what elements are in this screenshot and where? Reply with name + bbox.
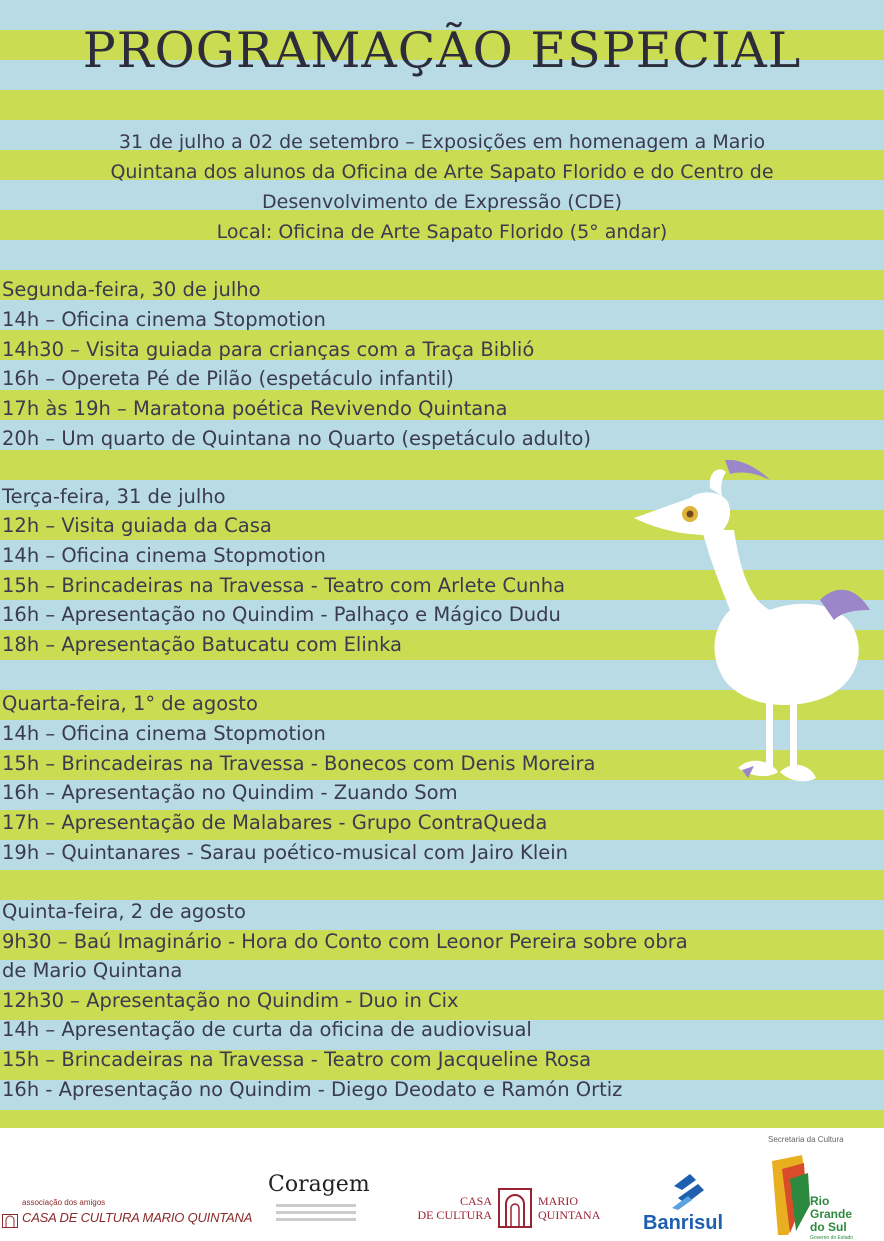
schedule-item: 16h – Apresentação no Quindim - Palhaço e Mágico Dudu [2, 603, 561, 626]
schedule-item: 19h – Quintanares - Sarau poético-musical com Jairo Klein [2, 841, 569, 864]
schedule-item: 15h – Brincadeiras na Travessa - Teatro com Jacqueline Rosa [2, 1048, 592, 1071]
schedule-item: 12h30 – Apresentação no Quindim - Duo in Cix [2, 989, 459, 1012]
casa-de-cultura-logo [410, 1188, 610, 1238]
amigos-logo [0, 1192, 253, 1232]
rs-subtitle: Governo do Estado [810, 1235, 854, 1241]
schedule-item: 12h – Visita guiada da Casa [2, 514, 272, 537]
intro-line: Local: Oficina de Arte Sapato Florido (5° andar) [216, 221, 668, 243]
schedule-item: 16h – Opereta Pé de Pilão (espetáculo infantil) [2, 367, 454, 390]
secretaria-label: Secretaria da Cultura [768, 1135, 844, 1144]
schedule-item: 17h – Apresentação de Malabares - Grupo ContraQueda [2, 811, 548, 834]
schedule-item: 14h – Oficina cinema Stopmotion [2, 722, 326, 745]
schedule-item: 20h – Um quarto de Quintana no Quarto (espetáculo adulto) [2, 427, 592, 450]
schedule-item: 18h – Apresentação Batucatu com Elinka [2, 633, 402, 656]
coragem-fine-print [276, 1204, 356, 1225]
day-heading: Quarta-feira, 1° de agosto [2, 692, 258, 715]
bird-illustration [630, 460, 880, 800]
schedule-item: 17h às 19h – Maratona poética Revivendo Quintana [2, 397, 508, 420]
schedule-item: 16h - Apresentação no Quindim - Diego Deodato e Ramón Ortiz [2, 1078, 623, 1101]
schedule-item: de Mario Quintana [2, 959, 183, 982]
intro-line: 31 de julho a 02 de setembro – Exposições em homenagem a Mario [118, 131, 766, 153]
schedule-item: 16h – Apresentação no Quindim - Zuando Som [2, 781, 458, 804]
casa-arch-icon [498, 1188, 532, 1228]
rio-grande-do-sul-logo [768, 1155, 880, 1239]
amigos-main-text: CASA DE CULTURA MARIO QUINTANA [22, 1210, 253, 1225]
banrisul-logo [640, 1172, 750, 1238]
amigos-arch-icon [2, 1214, 18, 1228]
day-heading: Segunda-feira, 30 de julho [2, 278, 261, 301]
coragem-logo [266, 1168, 376, 1238]
schedule-item: 9h30 – Baú Imaginário - Hora do Conto com Leonor Pereira sobre obra [2, 930, 688, 953]
poster-title: PROGRAMAÇÃO ESPECIAL [82, 22, 802, 79]
schedule-item: 14h – Oficina cinema Stopmotion [2, 308, 326, 331]
intro-line: Desenvolvimento de Expressão (CDE) [262, 191, 622, 213]
coragem-wordmark: Coragem [268, 1172, 370, 1197]
casa-right-text: MARIO QUINTANA [538, 1194, 601, 1222]
schedule-item: 14h – Oficina cinema Stopmotion [2, 544, 326, 567]
banrisul-wordmark: Banrisul [643, 1212, 724, 1234]
day-heading: Quinta-feira, 2 de agosto [2, 900, 246, 923]
schedule-item: 14h – Apresentação de curta da oficina de audiovisual [2, 1018, 532, 1041]
casa-left-text: CASA DE CULTURA [417, 1194, 492, 1222]
schedule-item: 14h30 – Visita guiada para crianças com a Traça Biblió [2, 338, 535, 361]
rs-wordmark: Rio Grande do Sul [810, 1194, 853, 1234]
schedule-item: 15h – Brincadeiras na Travessa - Teatro com Arlete Cunha [2, 574, 566, 597]
day-heading: Terça-feira, 31 de julho [2, 485, 226, 508]
intro-block [0, 127, 884, 247]
intro-line: Quintana dos alunos da Oficina de Arte Sapato Florido e do Centro de [110, 161, 774, 183]
schedule-item: 15h – Brincadeiras na Travessa - Bonecos com Denis Moreira [2, 752, 596, 775]
amigos-small-text: associação dos amigos [22, 1198, 106, 1207]
banrisul-symbol-icon [670, 1172, 706, 1210]
